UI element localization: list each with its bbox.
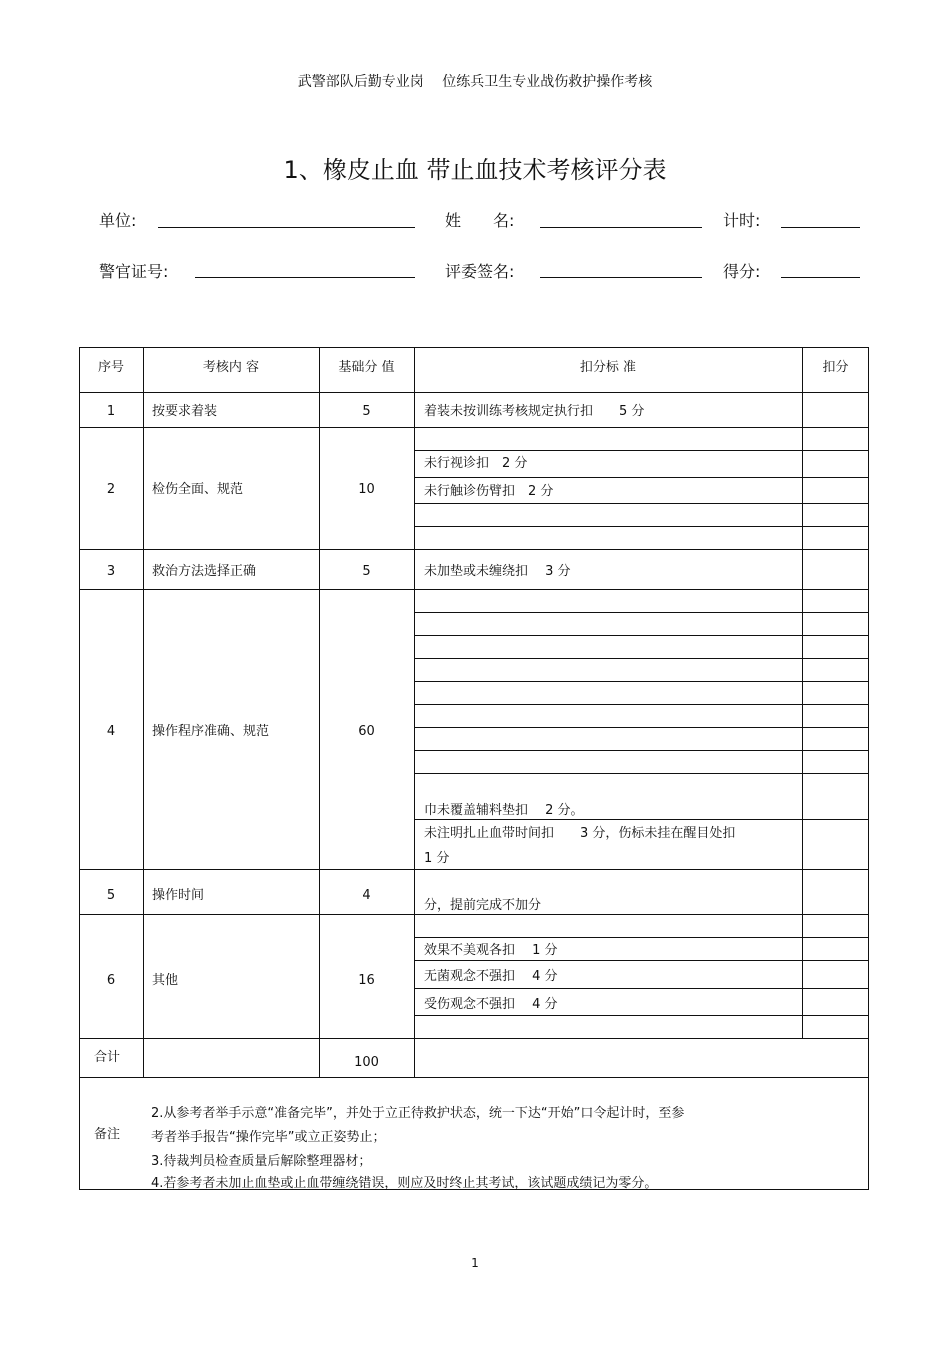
row-standard: 未行视诊扣 2 分 — [424, 456, 528, 471]
col-divider — [143, 347, 144, 1078]
row-base: 10 — [358, 482, 375, 497]
sub-row-divider — [414, 635, 869, 636]
sub-row-divider — [414, 819, 869, 820]
sub-row-divider — [414, 750, 869, 751]
header-seq: 序号 — [97, 360, 124, 375]
row-divider — [79, 589, 869, 590]
row-base: 5 — [362, 564, 371, 579]
notes-line: 2.从参考者举手示意“准备完毕”，并处于立正待救护状态，统一下达“开始”口令起计时，至参 — [151, 1106, 685, 1121]
row-base: 60 — [358, 724, 375, 739]
sub-row-divider — [414, 960, 869, 961]
row-base: 16 — [358, 973, 375, 988]
unit-label: 单位: — [99, 211, 137, 230]
row-seq: 6 — [106, 973, 116, 988]
row-content: 救治方法选择正确 — [152, 564, 257, 579]
badge-label: 警官证号: — [99, 262, 169, 281]
row-divider — [79, 914, 869, 915]
row-standard: 巾未覆盖辅料垫扣 2 分。 — [424, 803, 584, 818]
row-divider — [79, 1077, 869, 1078]
row-seq: 2 — [106, 482, 116, 497]
header-standard: 扣分标 准 — [579, 360, 637, 375]
sub-row-divider — [414, 503, 869, 504]
sub-row-divider — [414, 658, 869, 659]
sub-row-divider — [414, 727, 869, 728]
header-content: 考核内 容 — [202, 360, 260, 375]
page-title: 1、橡皮止血 带止血技术考核评分表 — [283, 156, 667, 184]
notes-line: 考者举手报告“操作完毕”或立正姿势止； — [151, 1130, 386, 1145]
judge-field[interactable] — [540, 277, 702, 278]
sub-row-divider — [414, 773, 869, 774]
sub-row-divider — [414, 681, 869, 682]
row-seq: 4 — [106, 724, 116, 739]
name-field[interactable] — [540, 227, 702, 228]
row-seq: 3 — [106, 564, 116, 579]
row-standard: 未加垫或未缠绕扣 3 分 — [424, 564, 571, 579]
header-base: 基础分 值 — [338, 360, 395, 375]
badge-field[interactable] — [195, 277, 415, 278]
row-standard: 效果不美观各扣 1 分 — [424, 943, 558, 958]
row-divider — [79, 347, 869, 348]
row-base: 5 — [362, 404, 371, 419]
table-border-left — [79, 347, 80, 1190]
row-content: 操作时间 — [152, 888, 205, 903]
row-standard: 未行触诊伤臂扣 2 分 — [424, 484, 554, 499]
row-standard: 1 分 — [424, 851, 450, 866]
timing-field[interactable] — [781, 227, 860, 228]
timing-label: 计时: — [723, 211, 761, 230]
sub-row-divider — [414, 704, 869, 705]
document-header: 武警部队后勤专业岗 位练兵卫生专业战伤救护操作考核 — [297, 74, 653, 90]
notes-line: 4.若参考者未加止血垫或止血带缠绕错误，则应及时终止其考试，该试题成绩记为零分。 — [151, 1176, 658, 1191]
row-standard: 分，提前完成不加分 — [424, 898, 542, 913]
total-base: 100 — [354, 1055, 379, 1070]
judge-label: 评委签名: — [445, 262, 515, 281]
row-standard: 受伤观念不强扣 4 分 — [424, 997, 558, 1012]
page-number: 1 — [471, 1256, 479, 1270]
row-content: 按要求着装 — [152, 404, 218, 419]
sub-row-divider — [414, 988, 869, 989]
table-border-right — [868, 347, 869, 1190]
notes-label: 备注 — [94, 1127, 121, 1142]
row-content: 操作程序准确、规范 — [152, 724, 270, 739]
row-seq: 1 — [106, 404, 116, 419]
row-divider — [79, 427, 869, 428]
row-divider — [79, 392, 869, 393]
row-base: 4 — [362, 888, 371, 903]
total-label: 合计 — [94, 1050, 121, 1065]
sub-row-divider — [414, 477, 869, 478]
row-seq: 5 — [106, 888, 116, 903]
score-label: 得分: — [723, 262, 761, 281]
row-divider — [79, 869, 869, 870]
row-divider — [79, 1038, 869, 1039]
row-content: 其他 — [152, 973, 179, 988]
row-standard: 未注明扎止血带时间扣 3 分，伤标未挂在醒目处扣 — [424, 826, 736, 841]
sub-row-divider — [414, 1015, 869, 1016]
col-divider — [414, 347, 415, 1078]
sub-row-divider — [414, 450, 869, 451]
row-divider — [79, 549, 869, 550]
score-field[interactable] — [781, 277, 860, 278]
row-content: 检伤全面、规范 — [152, 482, 244, 497]
row-standard: 无菌观念不强扣 4 分 — [424, 969, 558, 984]
sub-row-divider — [414, 612, 869, 613]
sub-row-divider — [414, 526, 869, 527]
header-deduct: 扣分 — [822, 360, 849, 375]
notes-line: 3.待裁判员检查质量后解除整理器材； — [151, 1154, 372, 1169]
col-divider — [319, 347, 320, 1078]
row-standard: 着装未按训练考核规定执行扣 5 分 — [424, 404, 645, 419]
unit-field[interactable] — [158, 227, 415, 228]
sub-row-divider — [414, 937, 869, 938]
name-label: 姓 名: — [445, 211, 515, 230]
